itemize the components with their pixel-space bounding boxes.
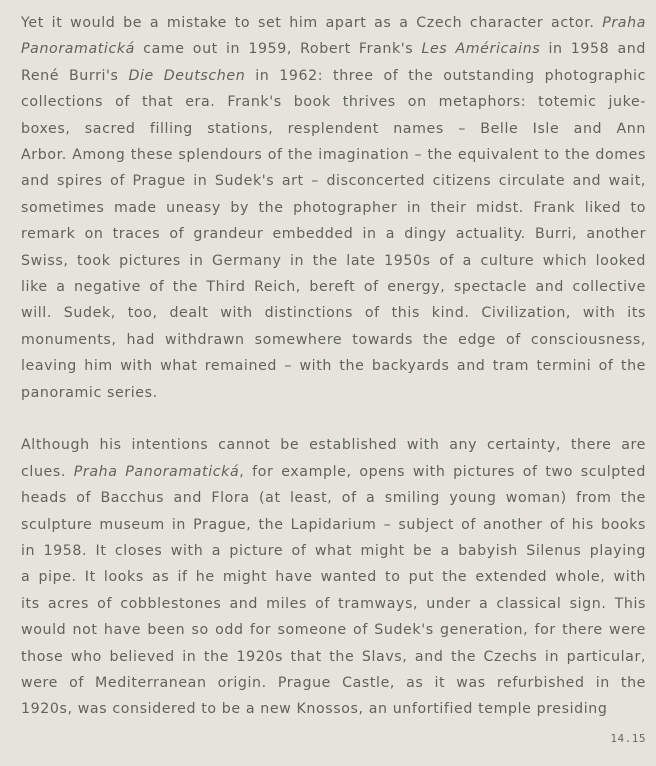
text-line [21,172,646,190]
text-run: Swiss, took pictures in Germany in the late 1950s of a culture which looked [21,252,646,269]
text-run: leaving him with what remained – with the backyards and tram termini of the [21,358,646,375]
italic-title: Praha [602,15,646,31]
text-run: its acres of cobblestones and miles of tramways, under a classical sign. This [21,595,646,612]
text-line [21,93,646,111]
text-run: monuments, had withdrawn somewhere towards the edge of consciousness, [21,331,646,348]
text-run: Arbor. Among these splendours of the imagination – the equivalent to the domes [21,147,646,163]
text-line [21,621,646,639]
text-run: would not have been so odd for someone of Sudek's generation, for there were [21,622,646,639]
text-run: in 1958 and [540,41,646,58]
text-run: and spires of Prague in Sudek's art – disconcerted citizens circulate and wait, [21,173,646,190]
text-run: sometimes made uneasy by the photographer in their midst. Frank liked to [21,199,646,216]
text-run: 1920s, was considered to be a new Knossos, an unfortified temple presiding [21,701,608,718]
text-line [21,674,646,692]
text-run: René Burri's [21,67,129,84]
text-line [21,463,646,481]
text-run: Although his intentions cannot be established with any certainty, there are [21,437,646,454]
text-run: like a negative of the Third Reich, bereft of energy, spectacle and collective [21,279,646,295]
text-line [21,146,646,164]
text-run: will. Sudek, too, dealt with distinctions of this kind. Civilization, with its [21,305,646,322]
text-run: collections of that era. Frank's book thrives on metaphors: totemic juke- [21,94,646,111]
text-run: were of Mediterranean origin. Prague Castle, as it was refurbished in the [21,675,646,691]
text-line [21,278,646,296]
text-line [21,120,646,138]
text-run: came out in 1959, Robert Frank's [134,41,422,58]
text-run: , for example, opens with pictures of two sculpted [239,463,646,480]
page-number: 14.15 [610,732,646,745]
italic-title: Les Américains [421,41,541,58]
text-run: remark on traces of grandeur embedded in a dingy actuality. Burri, another [21,226,646,243]
text-line [21,225,646,243]
text-line [21,14,646,32]
text-run: heads of Bacchus and Flora (at least, of a smiling young woman) from the [21,490,646,507]
text-line [21,436,646,454]
text-line [21,199,646,217]
text-line [21,542,646,560]
italic-title: Praha Panoramatická [73,463,240,480]
text-line [21,67,646,85]
text-line [21,489,646,507]
text-line [21,648,646,666]
text-line [21,357,646,375]
text-line [21,304,646,322]
text-run: panoramic series. [21,384,158,401]
text-run: those who believed in the 1920s that the Slavs, and the Czechs in particular, [21,648,646,665]
text-line [21,331,646,349]
text-run: in 1958. It closes with a picture of what might be a babyish Silenus playing [21,543,646,559]
italic-title: Panoramatická [21,41,135,58]
text-run: in 1962: three of the outstanding photographic [245,67,646,84]
text-line [21,516,646,534]
text-run: boxes, sacred filling stations, resplendent names – Belle Isle and Ann [21,120,646,137]
text-line [21,595,646,613]
text-line [21,384,646,402]
text-run: sculpture museum in Prague, the Lapidarium – subject of another of his books [21,516,646,533]
text-run: a pipe. It looks as if he might have wanted to put the extended whole, with [21,569,646,586]
text-line [21,568,646,586]
text-line [21,700,646,718]
text-line [21,40,646,58]
text-run: clues. [21,463,74,480]
text-line [21,252,646,270]
text-run: Yet it would be a mistake to set him apart as a Czech character actor. [21,15,603,31]
italic-title: Die Deutschen [128,67,246,84]
